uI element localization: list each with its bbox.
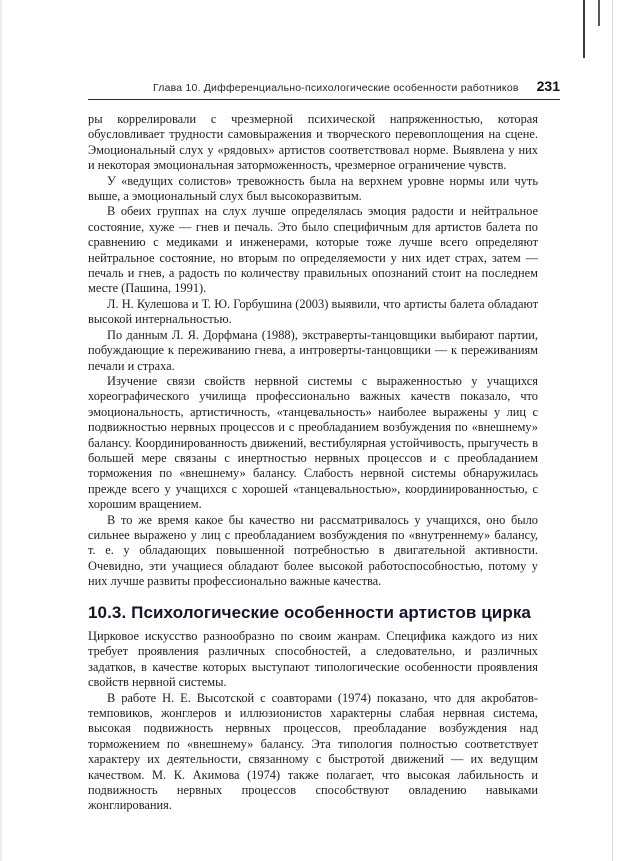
page-header: [88, 78, 560, 100]
scan-artifact-top-mark-2: [598, 0, 600, 26]
paragraph: В обеих группах на слух лучше определялась эмоция радости и нейтральное состояние, хуже — гнев и печаль. Это было специфичным для артистов балета по сравнению с медиками и инженерами, которые тоже лучше всего определяют нейтральное состояние, но вторым по определяемости у них идет страх, затем — печаль и гнев, а радость по количеству правильных опознаний стоит на последнем месте (Пашина, 1991).: [88, 204, 538, 296]
scan-artifact-top-mark: [583, 0, 585, 58]
scan-artifact-left-edge: [0, 0, 2, 861]
running-head: Глава 10. Дифференциально-психологические особенности работников: [152, 82, 519, 94]
paragraph: Цирковое искусство разнообразно по своим жанрам. Специфика каждого из них требует проявления различных способностей, а следовательно, и различных задатков, в качестве которых выступают типологические особенности проявления свойств нервной системы.: [88, 629, 538, 690]
paragraph: В работе Н. Е. Высотской с соавторами (1974) показано, что для акробатов-темповиков, жонглеров и иллюзионистов характерны слабая нервная система, высокая подвижность нервных процессов, преобладание возбуждения над торможением по «внешнему» балансу. Эта типология полностью соответствует характеру их деятельности, связанному с быстротой движений — их ведущим качеством. М. К. Акимова (1974) также полагает, что высокая лабильность и подвижность нервных процессов способствуют овладению навыками жонглирования.: [88, 690, 538, 813]
paragraph: Л. Н. Кулешова и Т. Ю. Горбушина (2003) выявили, что артисты балета обладают высокой интернальностью.: [88, 296, 538, 327]
text-block: [88, 112, 538, 814]
scan-artifact-right-edge: [612, 0, 613, 861]
page-number: 231: [536, 78, 560, 94]
paragraph: В то же время какое бы качество ни рассматривалось у учащихся, оно было сильнее выражено у лиц с преобладанием возбуждения по «внутреннему» балансу, т. е. у обладающих повышенной потребностью в двигательной активности. Очевидно, эти учащиеся обладают более высокой работоспособностью, потому у них лучше развиты профессионально важные качества.: [88, 512, 538, 589]
paragraph: По данным Л. Я. Дорфмана (1988), экстраверты-танцовщики выбирают партии, побуждающие к переживанию гнева, а интроверты-танцовщики — к переживаниям печали и страха.: [88, 327, 538, 373]
paragraph: Изучение связи свойств нервной системы с выраженностью у учащихся хореографического училища профессионально важных качеств показало, что эмоциональность, артистичность, «танцевальность» наиболее выражены у лиц с подвижностью нервных процессов и с преобладанием возбуждения по «внешнему» балансу. Координированность движений, вестибулярная устойчивость, прыгучесть в большей мере связаны с инертностью нервных процессов и с преобладанием торможения по «внешнему» балансу. Слабость нервной системы обнаружилась прежде всего у учащихся с хорошей «танцевальностью», координированностью, с хорошим вращением.: [88, 373, 538, 512]
paragraph-continuation: ры коррелировали с чрезмерной психической напряженностью, которая обусловливает трудности самовыражения и творческого перевоплощения на сцене. Эмоциональный слух у «рядовых» артистов соответствовал норме. Выявлена у них и некоторая эмоциональная заторможенность, чрезмерное ограничение чувств.: [88, 112, 538, 173]
paragraph: У «ведущих солистов» тревожность была на верхнем уровне нормы или чуть выше, а эмоциональный слух был высокоразвитым.: [88, 173, 538, 204]
section-heading: 10.3. Психологические особенности артистов цирка: [88, 602, 531, 622]
